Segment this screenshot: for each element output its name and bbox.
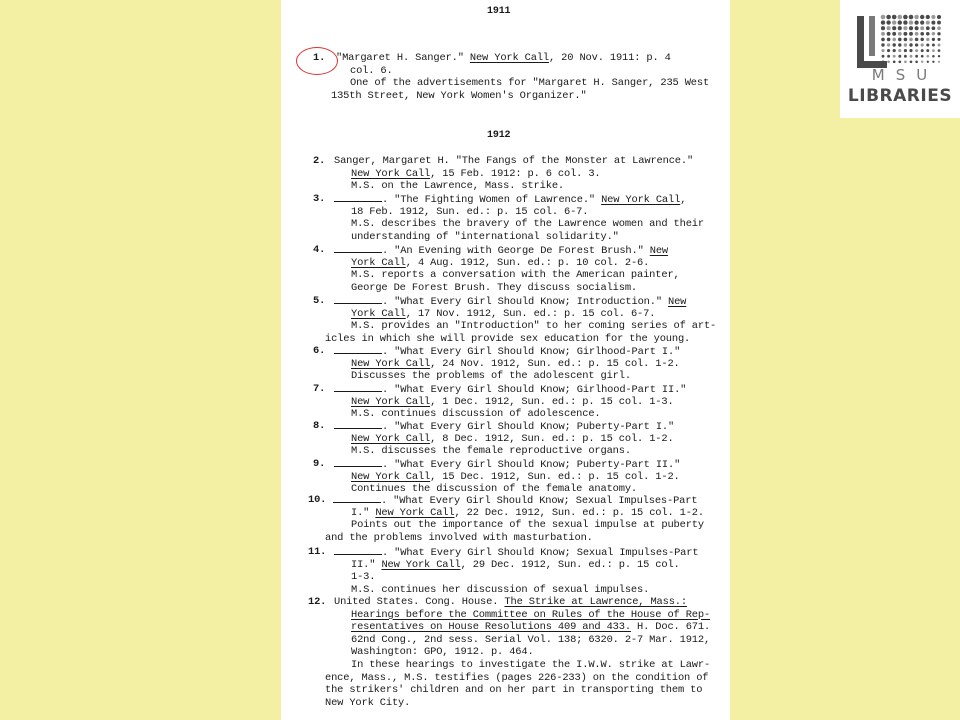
entry-line [351, 659, 710, 672]
logo-dot [926, 38, 929, 41]
logo-dot [909, 38, 913, 42]
logo-dot [909, 43, 912, 46]
entry-line [351, 320, 716, 333]
logo-dot [915, 49, 918, 52]
entry-number: 1. [313, 52, 326, 64]
logo-dot [881, 20, 885, 24]
logo-dot [920, 32, 924, 36]
author-repeat-blank [334, 420, 382, 429]
entry-text: In these hearings to investigate the I.W.W. strike at Lawr- [351, 659, 711, 671]
author-repeat-blank [334, 193, 382, 202]
logo-dot [887, 49, 890, 52]
entry-number: 12. [308, 596, 327, 608]
entry-line [351, 308, 655, 321]
logo-dot [938, 49, 941, 52]
logo-dot [909, 49, 912, 52]
underlined-title: New [649, 245, 669, 257]
entry-text: . "What Every Girl Should Know; Sexual Impulses-Part [381, 495, 698, 507]
entry-line [351, 445, 631, 458]
logo-dot [932, 44, 935, 47]
author-repeat-blank [334, 458, 382, 467]
logo-dot [932, 26, 936, 30]
entry-text: , 1 Dec. 1912, Sun. ed.: p. 15 col. 1-3. [430, 395, 674, 408]
entry-line [351, 358, 680, 371]
logo-dot [904, 43, 907, 46]
entry-text: . "What Every Girl Should Know; Introduction." [382, 296, 669, 308]
entry-text: . "What Every Girl Should Know; Puberty-Part I." [382, 421, 675, 433]
year-heading-1911: 1911 [487, 6, 511, 17]
entry-line [351, 571, 375, 584]
entry-line [351, 218, 704, 231]
entry-line [331, 90, 587, 103]
entry-text: , 4 Aug. 1912, Sun. ed.: p. 10 col. 2-6. [405, 256, 650, 269]
logo-dot [921, 61, 923, 63]
entry-text: M.S. continues her discussion of sexual impulses. [351, 583, 650, 596]
entry-line [334, 458, 680, 471]
entry-text: Washington: GPO, 1912. p. 464. [351, 646, 534, 659]
entry-text: George De Forest Brush. They discuss socialism. [351, 281, 638, 294]
msu-libraries-logo [840, 0, 960, 118]
red-circle-annotation [296, 47, 338, 75]
year-heading-1912: 1912 [487, 130, 511, 141]
logo-dot [920, 26, 924, 30]
logo-dot [926, 21, 930, 25]
entry-line [334, 596, 687, 609]
entry-line [351, 257, 649, 270]
logo-dot [926, 26, 930, 30]
entry-text: Sanger, Margaret H. "The Fangs of the Monster at Lawrence." [334, 155, 694, 167]
logo-dot [881, 26, 885, 30]
underlined-title: New York Call [469, 52, 550, 64]
logo-dot [904, 55, 907, 58]
logo-dot [937, 21, 941, 25]
entry-line [334, 383, 686, 396]
entry-line [350, 65, 393, 78]
logo-dot [898, 38, 902, 42]
logo-dot [898, 32, 902, 36]
logo-dot [887, 32, 891, 36]
logo-dot [904, 38, 908, 42]
entry-line [325, 672, 708, 685]
entry-number: 4. [313, 244, 326, 256]
logo-dot [921, 43, 924, 46]
logo-dot [920, 38, 923, 41]
logo-dot [903, 32, 907, 36]
logo-dot [931, 15, 935, 19]
logo-dot [937, 32, 940, 35]
logo-dot [903, 26, 907, 30]
entry-line [351, 559, 680, 572]
entry-text: I." [351, 506, 376, 519]
entry-text: 1-3. [351, 571, 376, 584]
entry-text: 62nd Cong., 2nd sess. Serial Vol. 138; 6320. 2-7 Mar. 1912, [351, 633, 711, 646]
logo-dot [887, 38, 891, 42]
underlined-title: New York Call [375, 506, 455, 519]
logo-dot [937, 38, 940, 41]
logo-dot [926, 15, 930, 19]
logo-dot [893, 49, 896, 52]
entry-line [351, 507, 704, 520]
logo-msu-text: MSU [871, 66, 939, 84]
entry-text: , [680, 194, 687, 206]
entry-text: . "What Every Girl Should Know; Girlhood-Part II." [382, 384, 687, 396]
entry-line [334, 295, 686, 308]
logo-dot [921, 55, 924, 58]
logo-dot [914, 15, 919, 20]
logo-dot [927, 61, 929, 63]
logo-dot [909, 15, 914, 20]
logo-dot [892, 15, 897, 20]
logo-dot [932, 55, 935, 58]
author-repeat-blank [334, 244, 382, 253]
logo-dot [926, 55, 929, 58]
entry-text: H. Doc. 671. [630, 621, 711, 634]
entry-text: M.S. continues discussion of adolescence. [351, 408, 601, 421]
entry-line [351, 370, 631, 383]
entry-line [333, 494, 697, 507]
entry-number: 3. [313, 193, 326, 205]
entry-text: , 24 Nov. 1912, Sun. ed.: p. 15 col. 1-2. [430, 357, 680, 370]
underlined-title: Hearings before the Committee on Rules of the House of Rep- [351, 608, 711, 621]
entry-line [351, 519, 704, 532]
entry-text: , 15 Dec. 1912, Sun. ed.: p. 15 col. 1-2. [430, 470, 680, 483]
logo-dot [937, 15, 941, 19]
author-repeat-blank [333, 494, 381, 503]
entry-text: Discusses the problems of the adolescent girl. [351, 370, 631, 383]
logo-dot [882, 60, 885, 63]
underlined-title: The Strike at Lawrence, Mass.: [504, 596, 687, 608]
logo-dot [915, 61, 918, 64]
underlined-title: New York Call [351, 167, 431, 180]
logo-dot [910, 60, 913, 63]
logo-dot [914, 20, 918, 24]
entry-text: , 22 Dec. 1912, Sun. ed.: p. 15 col. 1-2. [454, 506, 704, 519]
logo-dot [892, 32, 896, 36]
entry-line [351, 269, 680, 282]
entry-text: , 15 Feb. 1912: p. 6 col. 3. [430, 167, 601, 180]
entry-text: M.S. on the Lawrence, Mass. strike. [351, 180, 564, 193]
underlined-title: New York Call [381, 558, 461, 571]
entry-number: 7. [313, 383, 326, 395]
logo-dot [893, 55, 896, 58]
underlined-title: York Call [351, 256, 406, 269]
logo-dot [898, 49, 901, 52]
underlined-title: New York Call [351, 470, 431, 483]
logo-dot [898, 55, 901, 58]
underlined-title: resentatives on House Resolutions 409 and 433. [351, 621, 631, 634]
entry-line [351, 180, 564, 193]
logo-dot [892, 20, 896, 24]
entry-line [351, 206, 588, 219]
entry-number: 8. [313, 420, 326, 432]
entry-text: United States. Cong. House. [334, 596, 505, 608]
underlined-title: New [668, 296, 687, 308]
entry-text: . "What Every Girl Should Know; Girlhood-Part I." [382, 346, 681, 358]
entry-line [334, 420, 674, 433]
entry-line [334, 546, 698, 559]
logo-dot [938, 61, 940, 63]
logo-dot [921, 49, 924, 52]
entry-text: . "What Every Girl Should Know; Puberty-Part II." [382, 459, 681, 471]
entry-number: 11. [308, 546, 327, 558]
entry-text: M.S. describes the bravery of the Lawrence women and their [351, 218, 704, 231]
entry-text: col. 6. [350, 64, 393, 77]
entry-text: ence, Mass., M.S. testifies (pages 226-233) on the condition of [325, 671, 709, 684]
entry-line [325, 333, 690, 346]
logo-dot [892, 38, 896, 42]
entry-text: . "An Evening with George De Forest Brush." [382, 245, 650, 257]
logo-dot [938, 55, 940, 57]
entry-line [334, 345, 680, 358]
logo-dot [915, 32, 919, 36]
entry-line [350, 77, 709, 90]
author-repeat-blank [334, 383, 382, 392]
entry-line [351, 471, 680, 484]
logo-dot [915, 26, 919, 30]
author-repeat-blank [334, 546, 382, 555]
entry-text: Points out the importance of the sexual impulse at puberty [351, 519, 704, 532]
entry-line [351, 168, 601, 181]
author-repeat-blank [334, 345, 382, 354]
logo-dot [892, 26, 896, 30]
logo-dot [915, 43, 918, 46]
logo-dot [903, 15, 908, 20]
entry-text: , 17 Nov. 1912, Sun. ed.: p. 15 col. 6-7. [405, 307, 656, 320]
underlined-title: New York Call [351, 395, 431, 408]
logo-dot [898, 20, 902, 24]
logo-dot [904, 60, 907, 63]
logo-dot [881, 43, 884, 46]
logo-dot [909, 26, 913, 30]
entry-text: M.S. discusses the female reproductive organs. [351, 445, 631, 458]
logo-dot [887, 55, 890, 58]
entry-line [336, 52, 671, 65]
entry-text: understanding of "international solidarity." [351, 230, 619, 243]
entry-line [325, 532, 593, 545]
logo-dot [893, 43, 896, 46]
logo-dot [932, 49, 935, 52]
entry-line [351, 646, 534, 659]
entry-line [351, 621, 710, 634]
logo-dot [893, 60, 896, 63]
entry-number: 6. [313, 345, 326, 357]
scanned-document-page [281, 0, 730, 720]
entry-line [325, 697, 410, 710]
logo-dot [881, 32, 885, 36]
entry-text: 135th Street, New York Women's Organizer." [331, 89, 587, 102]
entry-line [325, 684, 702, 697]
logo-dot [886, 20, 890, 24]
logo-dot [926, 49, 929, 52]
entry-line [351, 433, 674, 446]
libraries-logo-icon [855, 12, 945, 70]
logo-dot [904, 49, 907, 52]
logo-dot [915, 38, 919, 42]
entry-text: M.S. reports a conversation with the American painter, [351, 269, 680, 282]
entry-line [334, 155, 693, 168]
logo-dot [931, 21, 935, 25]
logo-dot [882, 55, 885, 58]
entry-line [351, 634, 710, 647]
logo-dot [898, 60, 901, 63]
logo-dot [920, 21, 924, 25]
entry-text: "Margaret H. Sanger." [336, 52, 470, 64]
entry-text: One of the advertisements for "Margaret H. Sanger, 235 West [350, 77, 710, 90]
logo-dot [938, 44, 941, 47]
logo-dot [932, 61, 934, 63]
logo-dot [887, 43, 890, 46]
logo-dot [887, 26, 891, 30]
logo-dot [898, 43, 901, 46]
entry-number: 2. [313, 155, 326, 167]
logo-dot [926, 32, 930, 36]
underlined-title: New York Call [601, 194, 681, 206]
logo-dot [887, 60, 890, 63]
logo-libraries-text: LIBRARIES [847, 86, 953, 106]
entry-text: icles in which she will provide sex education for the young. [325, 332, 691, 345]
entry-line [351, 231, 619, 244]
logo-dot [898, 15, 903, 20]
entry-number: 5. [313, 295, 326, 307]
entry-line [351, 396, 674, 409]
logo-dot [881, 38, 885, 42]
entry-line [334, 244, 668, 257]
entry-text: M.S. provides an "Introduction" to her coming series of art- [351, 320, 717, 333]
entry-text: . "The Fighting Women of Lawrence." [382, 194, 602, 206]
logo-dot [898, 26, 902, 30]
underlined-title: New York Call [351, 432, 431, 445]
underlined-title: York Call [351, 307, 406, 320]
entry-number: 10. [308, 494, 327, 506]
logo-dot [932, 38, 935, 41]
entry-text: II." [351, 558, 382, 571]
entry-text: . "What Every Girl Should Know; Sexual Impulses-Part [382, 547, 699, 559]
entry-text: New York City. [325, 696, 411, 709]
author-repeat-blank [334, 295, 382, 304]
logo-dot [932, 32, 935, 35]
entry-text: the strikers' children and on her part in transporting them to [325, 684, 703, 697]
entry-text: and the problems involved with masturbation. [325, 531, 593, 544]
logo-dot [881, 15, 886, 20]
logo-dot [920, 15, 924, 19]
entry-text: Continues the discussion of the female anatomy. [351, 483, 638, 496]
logo-dot [909, 32, 913, 36]
entry-text: 18 Feb. 1912, Sun. ed.: p. 15 col. 6-7. [351, 205, 589, 218]
logo-dot [903, 20, 907, 24]
entry-text: , 20 Nov. 1911: p. 4 [549, 52, 671, 64]
entry-number: 9. [313, 458, 326, 470]
logo-dot [910, 55, 913, 58]
entry-line [351, 282, 637, 295]
underlined-title: New York Call [351, 357, 431, 370]
logo-dot [937, 26, 941, 30]
entry-line [334, 193, 686, 206]
entry-line [351, 609, 710, 622]
logo-dot [886, 15, 891, 20]
logo-dot [881, 49, 884, 52]
logo-dot [926, 43, 929, 46]
logo-dot [915, 55, 918, 58]
entry-text: , 29 Dec. 1912, Sun. ed.: p. 15 col. [460, 558, 680, 571]
logo-dot [909, 20, 913, 24]
entry-text: , 8 Dec. 1912, Sun. ed.: p. 15 col. 1-2. [430, 432, 674, 445]
entry-line [351, 584, 649, 597]
